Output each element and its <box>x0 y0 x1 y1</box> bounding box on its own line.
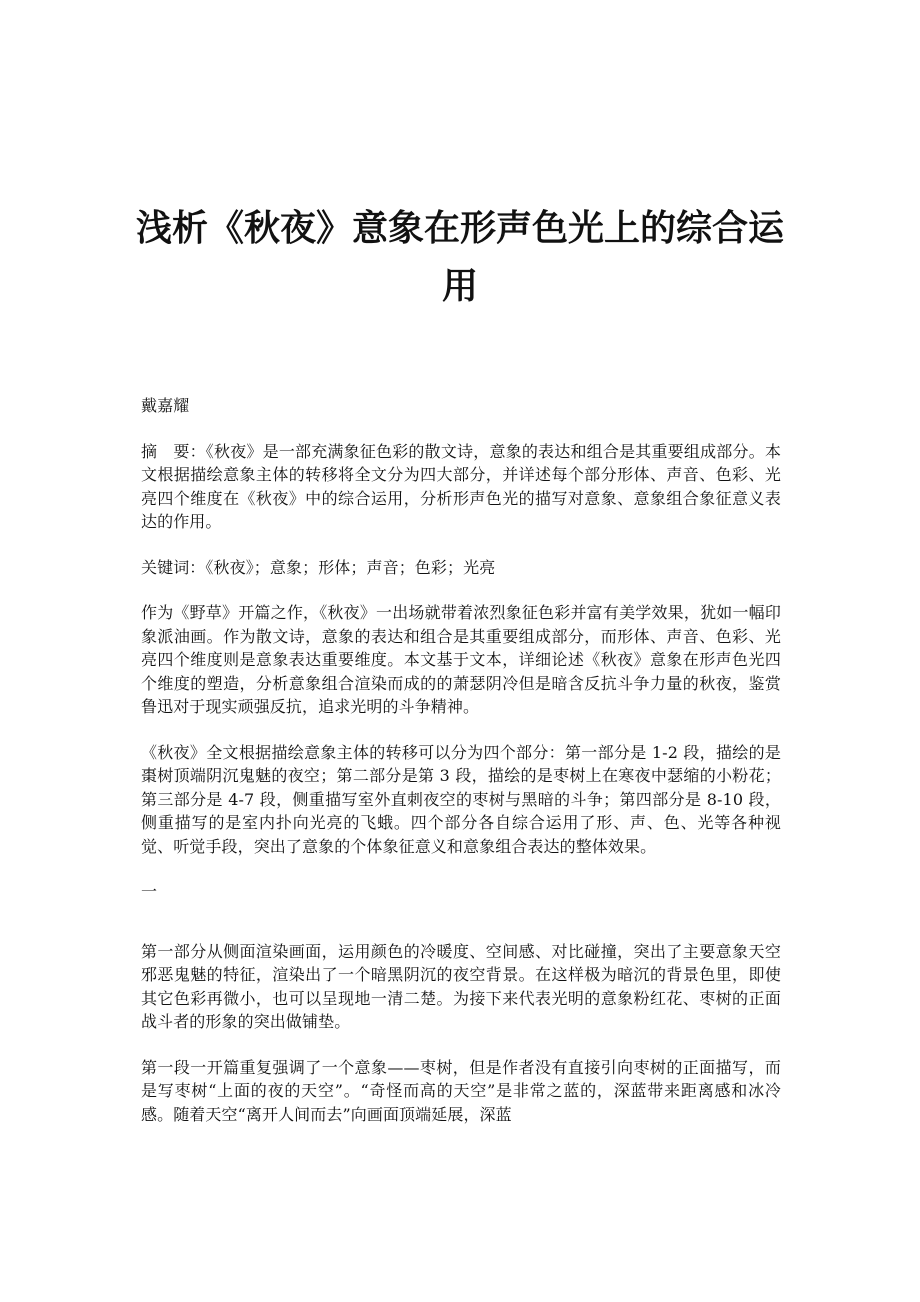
intro-paragraph-1: 作为《野草》开篇之作，《秋夜》一出场就带着浓烈象征色彩并富有美学效果，犹如一幅印象派油画。作为散文诗，意象的表达和组合是其重要组成部分，而形体、声音、色彩、光亮四个维度则是意象表达重要维度。本文基于文本，详细论述《秋夜》意象在形声色光四个维度的塑造，分析意象组合渲染而成的的萧瑟阴冷但是暗含反抗斗争力量的秋夜，鉴赏鲁迅对于现实顽强反抗，追求光明的斗争精神。 <box>141 603 781 716</box>
abstract-paragraph: 摘 要：《秋夜》是一部充满象征色彩的散文诗，意象的表达和组合是其重要组成部分。本文根据描绘意象主体的转移将全文分为四大部分，并详述每个部分形体、声音、色彩、光亮四个维度在《秋夜》中的综合运用，分析形声色光的描写对意象、意象组合象征意义表达的作用。 <box>141 441 781 531</box>
intro-paragraph-2: 《秋夜》全文根据描绘意象主体的转移可以分为四个部分：第一部分是 1-2 段，描绘的是棗树顶端阴沉鬼魅的夜空；第二部分是第 3 段，描绘的是枣树上在寒夜中瑟缩的小粉花；第三部分是 4-7 段，侧重描写室外直刺夜空的枣树与黑暗的斗争；第四部分是 8-10 段，侧重描写的是室内扑向光亮的飞蛾。四个部分各自综合运用了形、声、色、光等各种视觉、听觉手段，突出了意象的个体象征意义和意象组合表达的整体效果。 <box>141 742 781 856</box>
author-name: 戴嘉耀 <box>141 396 190 415</box>
document-title: 浅析《秋夜》意象在形声色光上的综合运用 <box>135 208 784 308</box>
section-paragraph-2: 第一段一开篇重复强调了一个意象——枣树，但是作者没有直接引向枣树的正面描写，而是写枣树“上面的夜的天空”。“奇怪而高的天空”是非常之蓝的，深蓝带来距离感和冰冷感。随着天空“离开人间而去”向画面顶端延展，深蓝 <box>141 1057 781 1124</box>
section-number: 一 <box>141 882 158 901</box>
section-paragraph-1: 第一部分从侧面渲染画面，运用颜色的冷暖度、空间感、对比碰撞，突出了主要意象天空邪恶鬼魅的特征，渲染出了一个暗黑阴沉的夜空背景。在这样极为暗沉的背景色里，即使其它色彩再微小，也可以呈现地一清二楚。为接下来代表光明的意象粉红花、枣树的正面战斗者的形象的突出做铺垫。 <box>141 941 781 1031</box>
keywords-line: 关键词：《秋夜》；意象；形体；声音；色彩；光亮 <box>141 557 496 577</box>
document-body <box>141 394 781 1148</box>
